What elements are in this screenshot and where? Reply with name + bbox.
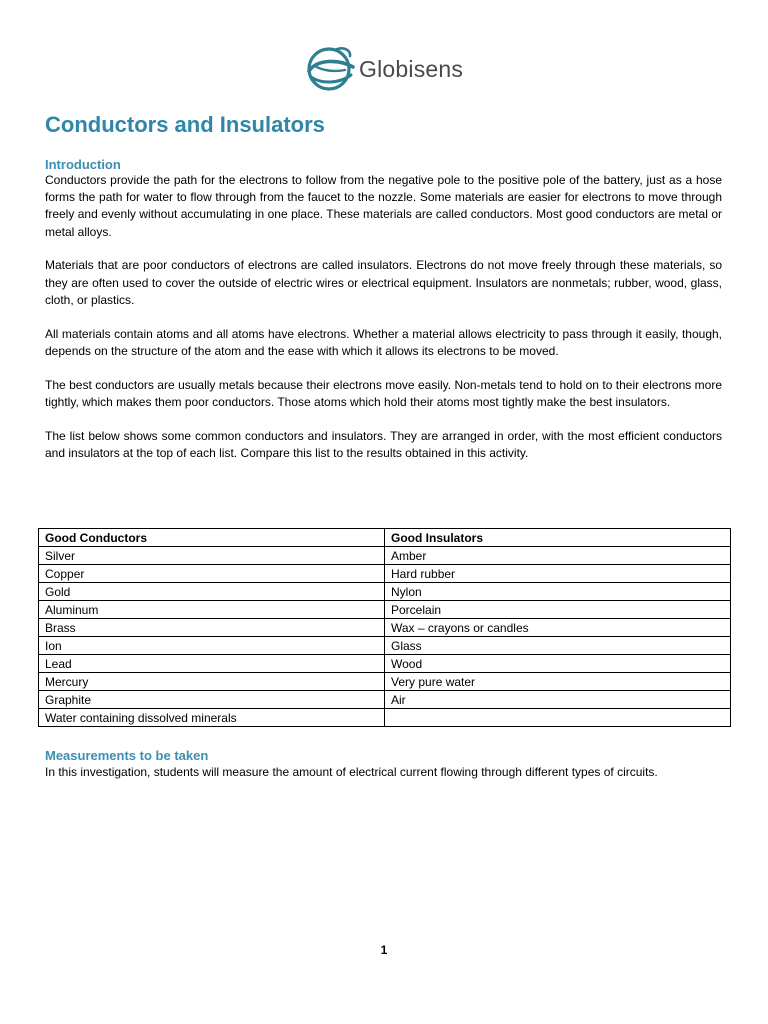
introduction-heading: Introduction [45, 157, 121, 172]
intro-paragraph: The best conductors are usually metals because their electrons move easily. Non-metals tend to hold on to their electrons more tightly, which makes them poor conductors. Those atoms which hold their atoms most tightly make the best insulators. [45, 377, 722, 409]
table-row [39, 655, 731, 673]
page-title: Conductors and Insulators [45, 112, 325, 137]
insulator-cell: Wax – crayons or candles [385, 619, 731, 637]
insulator-cell: Porcelain [385, 601, 731, 619]
introduction-section [45, 157, 722, 462]
table-row [39, 691, 731, 709]
conductor-cell: Water containing dissolved minerals [39, 709, 385, 727]
conductor-cell: Lead [39, 655, 385, 673]
measurements-section [45, 748, 722, 781]
conductor-cell: Ion [39, 637, 385, 655]
table-row [39, 709, 731, 727]
insulator-cell: Glass [385, 637, 731, 655]
table-row [39, 547, 731, 565]
intro-paragraph: All materials contain atoms and all atoms have electrons. Whether a material allows electricity to pass through it easily, though, depends on the structure of the atom and the ease with which it allows its electrons to be moved. [45, 326, 722, 358]
table-row [39, 583, 731, 601]
insulator-cell: Nylon [385, 583, 731, 601]
insulator-cell: Hard rubber [385, 565, 731, 583]
measurements-text: In this investigation, students will measure the amount of electrical current flowing through different types of circuits. [45, 765, 658, 779]
insulator-cell: Wood [385, 655, 731, 673]
conductors-insulators-table [38, 528, 731, 727]
table-row [39, 673, 731, 691]
conductor-cell: Brass [39, 619, 385, 637]
conductor-cell: Gold [39, 583, 385, 601]
conductor-cell: Aluminum [39, 601, 385, 619]
intro-paragraph: Materials that are poor conductors of electrons are called insulators. Electrons do not move freely through these materials, so they are often used to cover the outside of electric wires or electrical equipment. Insulators are nonmetals; rubber, wood, glass, cloth, or plastics. [45, 258, 722, 307]
conductor-cell: Mercury [39, 673, 385, 691]
conductor-cell: Graphite [39, 691, 385, 709]
insulator-cell: Amber [385, 547, 731, 565]
conductor-cell: Copper [39, 565, 385, 583]
table-header-row [39, 529, 731, 547]
intro-paragraph: The list below shows some common conductors and insulators. They are arranged in order, with the most efficient conductors and insulators at the top of each list. Compare this list to the results obtained in this activity. [45, 428, 722, 460]
conductor-cell: Silver [39, 547, 385, 565]
logo-brand-text: Globisens [359, 55, 464, 82]
globisens-logo [305, 44, 463, 94]
insulator-cell: Air [385, 691, 731, 709]
table-row [39, 619, 731, 637]
page-number: 1 [380, 943, 388, 957]
column-header-conductors: Good Conductors [39, 529, 385, 547]
column-header-insulators: Good Insulators [385, 529, 731, 547]
table-row [39, 601, 731, 619]
measurements-heading: Measurements to be taken [45, 748, 209, 763]
insulator-cell: Very pure water [385, 673, 731, 691]
table-row [39, 637, 731, 655]
insulator-cell [385, 709, 731, 727]
intro-paragraph: Conductors provide the path for the electrons to follow from the negative pole to the positive pole of the battery, just as a hose forms the path for water to flow through from the faucet to the nozzle. Some materials are easier for electrons to move through freely and evenly without accumulating in one place. These materials are called conductors. Most good conductors are metal or metal alloys. [45, 173, 722, 239]
globe-swirl-icon [305, 44, 357, 94]
table-row [39, 565, 731, 583]
